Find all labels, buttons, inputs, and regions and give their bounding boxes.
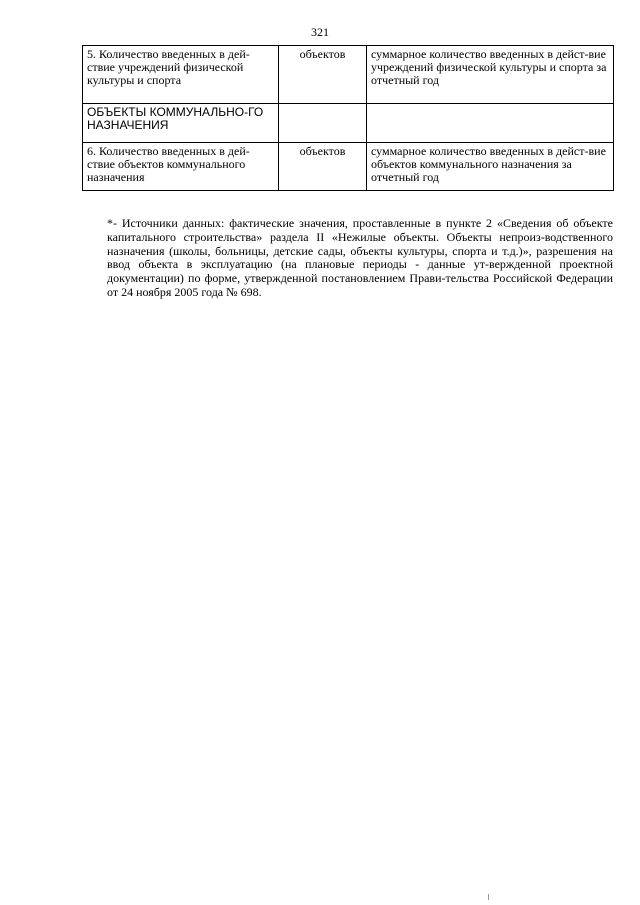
method-cell	[367, 104, 614, 143]
table-row	[83, 46, 614, 104]
footnote: *- Источники данных: фактические значения, проставленные в пункте 2 «Сведения об объекте капитального строительства» раздела II «Нежилые объекты. Объекты непроиз-водственного назначения (школы, больницы, детские сады, объекты культуры, спорта и т.д.)», разрешения на ввод объекта в эксплуатацию (на плановые периоды - данные ут-вержденной проектной документации) по форме, утвержденной постановлением Прави-тельства Российской Федерации от 24 ноября 2005 года № 698.	[107, 216, 613, 299]
unit-cell: объектов	[279, 143, 367, 191]
method-cell: суммарное количество введенных в дейст-вие учреждений физической культуры и спорта за отчетный год	[367, 46, 614, 104]
indicators-table	[82, 45, 614, 191]
scan-speck	[488, 894, 489, 900]
unit-cell	[279, 104, 367, 143]
table-row-section	[83, 104, 614, 143]
page-number: 321	[311, 25, 329, 39]
table-row	[83, 143, 614, 191]
method-cell: суммарное количество введенных в дейст-вие объектов коммунального назначения за отчетный год	[367, 143, 614, 191]
indicator-cell: 6. Количество введенных в дей-ствие объектов коммунального назначения	[83, 143, 279, 191]
section-heading-cell: ОБЪЕКТЫ КОММУНАЛЬНО-ГО НАЗНАЧЕНИЯ	[83, 104, 279, 143]
indicator-cell: 5. Количество введенных в дей-ствие учреждений физической культуры и спорта	[83, 46, 279, 104]
unit-cell: объектов	[279, 46, 367, 104]
